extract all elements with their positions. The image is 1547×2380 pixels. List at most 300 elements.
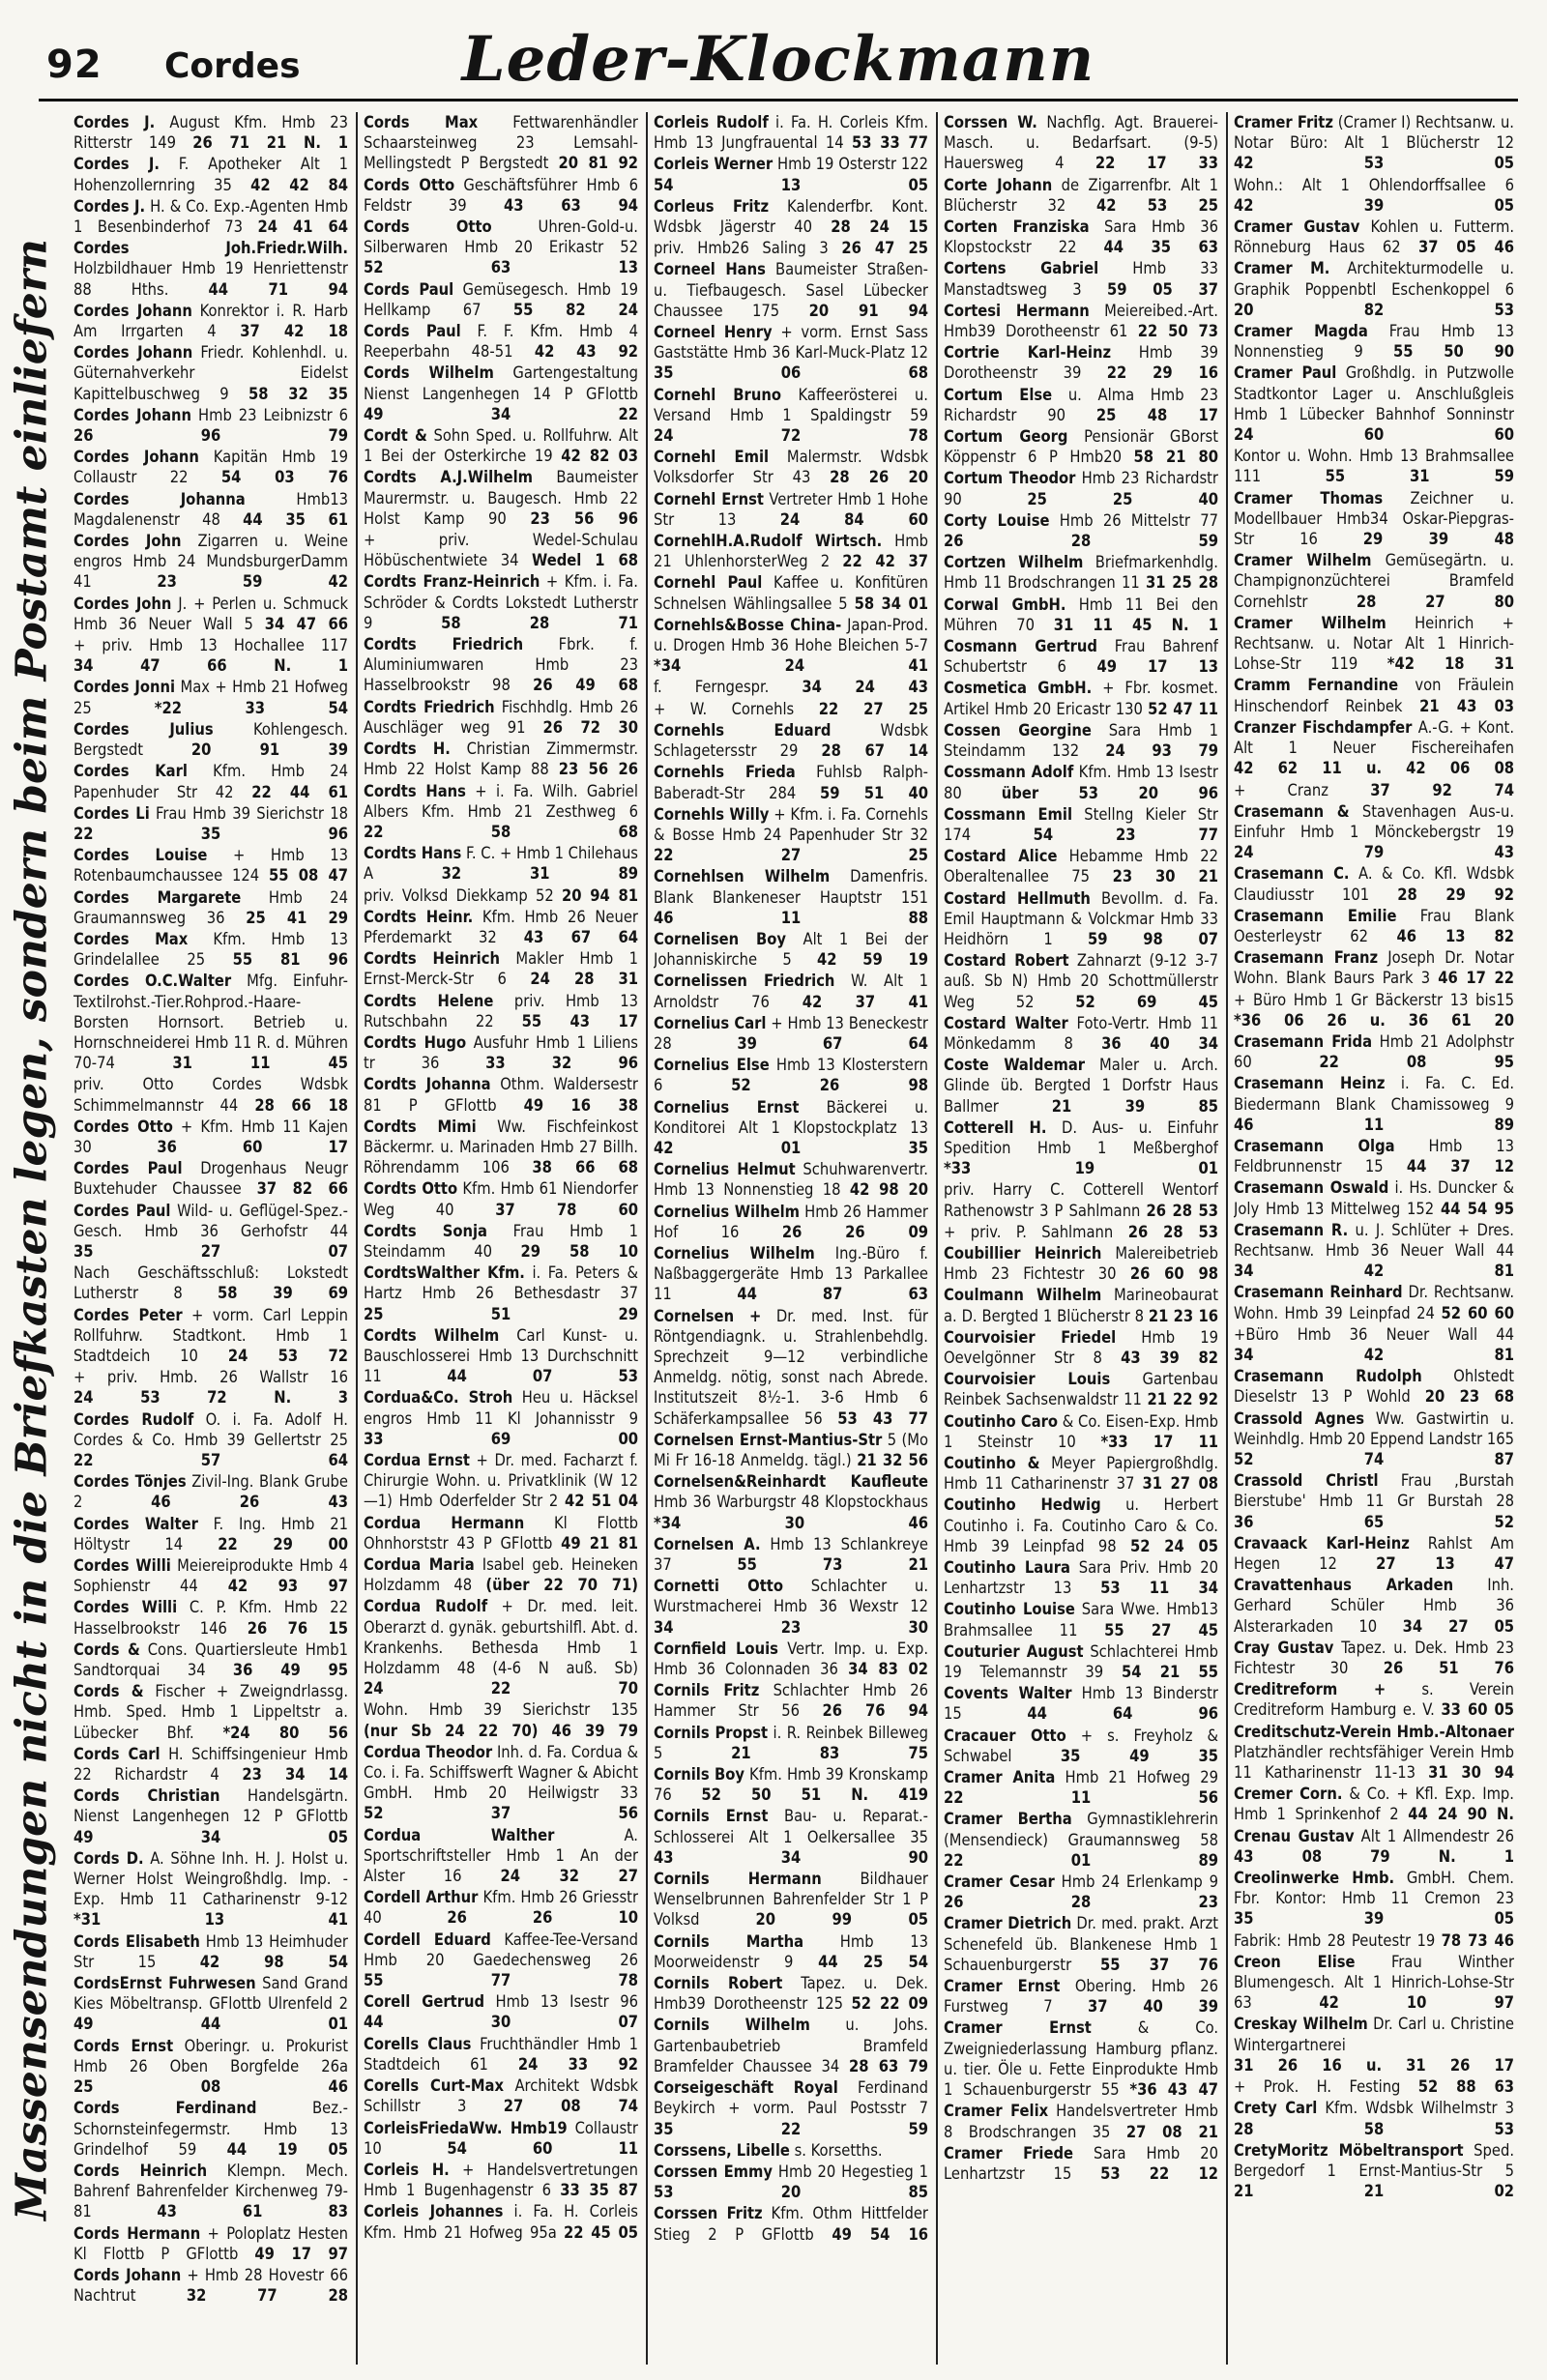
entry-details: Fischhdlg. Hmb 26 Auschläger weg 91 — [364, 697, 638, 737]
entry-phone: 26 76 94 — [822, 1701, 928, 1721]
entry-name: Coste Waldemar — [944, 1056, 1086, 1075]
entry-details: Fuhlsb Ralph-Baberadt-Str 284 — [654, 763, 928, 802]
entry-phone: 22 01 89 — [944, 1850, 1218, 1870]
entry-name: Cordes Otto — [73, 1117, 173, 1136]
entry-phone: 35 49 35 — [1060, 1746, 1218, 1765]
entry-phone: 35 27 07 — [73, 1241, 348, 1261]
entry-name: Cravaack Karl-Heinz — [1234, 1533, 1410, 1553]
entry-name: Cramer Cesar — [944, 1872, 1055, 1892]
directory-entry — [654, 1973, 928, 2014]
entry-name: Creditreform + — [1234, 1680, 1386, 1699]
directory-entry — [364, 907, 638, 947]
entry-name: Cramer Dietrich — [944, 1914, 1072, 1933]
entry-phone: 55 37 76 — [1099, 1955, 1218, 1974]
entry-phone: 22 17 33 — [1095, 154, 1218, 173]
entry-details: Klempn. Mech. Bahrenf Bahrenfelder Kirchenweg 79-81 — [73, 2161, 348, 2221]
entry-phone: 20 91 39 — [190, 740, 348, 760]
entry-phone: 49 17 97 — [254, 2244, 348, 2263]
entry-phone: 52 88 63 — [1417, 2077, 1514, 2097]
directory-entry — [73, 447, 348, 487]
directory-entry — [1234, 780, 1514, 800]
entry-details: Sped. Bergedorf 1 Ernst-Mantius-Str 5 — [1234, 2140, 1514, 2180]
directory-entry — [364, 1554, 638, 1595]
entry-details: Hmb 19 Oevelgönner Str 8 — [944, 1327, 1218, 1367]
entry-name: Cramer M. — [1234, 259, 1330, 278]
directory-entry — [944, 1369, 1218, 1409]
entry-name: Cordua Ernst — [364, 1451, 470, 1469]
entry-name: Cordes Willi — [73, 1598, 178, 1617]
entry-name: Cosmetica GmbH. — [944, 679, 1093, 698]
entry-phone: 44 35 63 — [1103, 238, 1218, 257]
entry-phone: 26 28 53 — [1146, 1201, 1218, 1220]
entry-name: Crassold Agnes — [1234, 1408, 1364, 1428]
entry-name: Cords Paul — [364, 322, 461, 341]
directory-entry — [364, 634, 638, 696]
directory-entry — [73, 2265, 348, 2306]
directory-entry — [73, 635, 348, 676]
entry-phone: 58 21 80 — [1133, 448, 1218, 467]
directory-entry — [73, 154, 348, 194]
directory-entry — [654, 615, 928, 677]
entry-phone: 37 40 39 — [1087, 1997, 1218, 2017]
entry-phone: *22 33 54 — [154, 698, 348, 717]
directory-entry — [654, 1430, 928, 1470]
directory-entry — [944, 1243, 1218, 1284]
entry-details: + Kfm. Hmb 11 Kajen 30 — [73, 1117, 348, 1156]
entry-details: A. Söhne Inh. H. J. Holst u. Werner Holst Weingroßhdlg. Imp. - Exp. Hmb 11 Catharinenstr 9-12 — [73, 1848, 348, 1909]
directory-entry — [654, 196, 928, 237]
directory-entry — [73, 803, 348, 844]
entry-details: Baumeister Maurermstr. u. Baugesch. Hmb 22 Holst Kamp 90 — [364, 468, 638, 528]
directory-entry — [364, 217, 638, 278]
entry-phone: 23 59 42 — [157, 572, 348, 592]
entry-details: Foto-Vertr. Hmb 11 Mönkedamm 8 — [944, 1013, 1218, 1053]
entry-phone: 32 31 89 — [441, 864, 638, 884]
entry-phone: 25 51 29 — [364, 1304, 638, 1323]
directory-entry — [73, 2223, 348, 2264]
entry-phone: 23 30 21 — [1112, 867, 1218, 886]
entry-name: Cornils Boy — [654, 1765, 745, 1785]
entry-phone: *36 06 26 u. 36 61 20 — [1234, 1010, 1514, 1030]
directory-entry — [73, 1305, 348, 1367]
entry-name: Crenau Gustav — [1234, 1826, 1355, 1845]
directory-entry — [364, 1513, 638, 1553]
entry-name: Cordes Li — [73, 803, 150, 823]
entry-details: Ing.-Büro f. Naßbaggergeräte Hmb 13 Parkallee 11 — [654, 1243, 928, 1304]
directory-entry — [364, 1699, 638, 1740]
directory-entry — [944, 258, 1218, 299]
entry-details: i. Fa. Peters & Hartz Hmb 26 Bethesdastr 37 — [364, 1263, 638, 1303]
directory-entry — [654, 677, 928, 697]
directory-entry — [1234, 550, 1514, 612]
entry-details: Othm. Waldersestr 81 P GFlottb — [364, 1075, 638, 1115]
entry-details: (Cramer I) Rechtsanw. u. Notar Büro: Alt 1 Blücherstr 12 — [1234, 113, 1514, 153]
entry-name: Cramer Friede — [944, 2143, 1074, 2162]
entry-name: Corleis Johannes — [364, 2202, 504, 2221]
entry-name: CornehlH.A.Rudolf Wirtsch. — [654, 532, 883, 551]
entry-phone: 44 35 61 — [243, 509, 348, 529]
directory-entry — [1234, 906, 1514, 946]
side-notice-text: Massensendungen nicht in die Briefkasten legen, sondern beim Postamt einliefern — [7, 239, 57, 2220]
entry-name: Corssens, Libelle — [654, 2140, 790, 2160]
entry-name: Cornehls Frieda — [654, 763, 796, 782]
entry-phone: 33 60 05 — [1441, 1700, 1514, 1720]
directory-entry — [1234, 1533, 1514, 1574]
entry-details: de Zigarrenfbr. Alt 1 Blücherstr 32 — [944, 175, 1218, 215]
entry-name: Cordes O.C.Walter — [73, 972, 232, 991]
entry-phone: 26 60 98 — [1129, 1264, 1218, 1284]
entry-phone: 43 61 83 — [157, 2202, 348, 2221]
entry-phone: 36 60 17 — [157, 1137, 348, 1156]
entry-phone: 36 40 34 — [1101, 1033, 1218, 1053]
entry-name: Crasemann Franz — [1234, 948, 1379, 968]
entry-name: Cordes Louise — [73, 846, 208, 865]
entry-details: Hmb 13 Schlankreye 37 — [654, 1534, 928, 1575]
entry-phone: 58 28 71 — [441, 613, 638, 632]
entry-phone: 22 27 25 — [654, 846, 928, 865]
entry-name: Cordua Walther — [364, 1825, 555, 1844]
entry-details: + Fbr. kosmet. Artikel Hmb 20 Ericastr 130 — [944, 679, 1218, 718]
entry-name: Cornehls&Bosse China- — [654, 615, 842, 634]
directory-entry — [944, 1117, 1218, 1179]
directory-entry — [73, 1931, 348, 1972]
entry-details: Fbrk. f. Aluminiumwaren Hmb 23 Hasselbrookstr 98 — [364, 635, 638, 695]
entry-name: Cramer Thomas — [1234, 488, 1384, 508]
directory-entry — [1234, 1638, 1514, 1678]
entry-details: + s. Freyholz & Schwabel — [944, 1726, 1218, 1765]
directory-entry — [654, 1097, 928, 1159]
entry-phone: 22 11 56 — [944, 1788, 1218, 1808]
entry-details: Hmb 21 UhlenhorsterWeg 2 — [654, 532, 928, 571]
entry-phone: 35 06 68 — [654, 363, 928, 383]
entry-details: Baumeister Straßen- u. Tiefbaugesch. Sasel Lübecker Chaussee 175 — [654, 260, 928, 320]
entry-details: Meiereiprodukte Hmb 4 Sophienstr 44 — [73, 1556, 348, 1596]
entry-phone: 49 54 16 — [832, 2224, 928, 2244]
entry-details: August Kfm. Hmb 23 Ritterstr 149 — [73, 113, 348, 153]
entry-phone: 27 13 47 — [1376, 1554, 1514, 1574]
entry-phone: 20 91 94 — [808, 301, 928, 320]
directory-entry — [364, 948, 638, 989]
entry-name: Cordua Rudolf — [364, 1597, 488, 1616]
directory-entry — [1234, 488, 1514, 550]
entry-phone: 28 67 14 — [821, 741, 928, 761]
directory-entry — [364, 571, 638, 633]
entry-phone: 21 39 85 — [1051, 1096, 1218, 1116]
entry-phone: 33 69 00 — [364, 1429, 638, 1448]
entry-details: Collaustr 10 — [364, 2118, 638, 2158]
entry-phone: 59 98 07 — [1088, 929, 1218, 948]
entry-phone: 55 81 96 — [232, 950, 348, 970]
entry-name: Cords Carl — [73, 1744, 161, 1763]
entry-name: Cordes Tönjes — [73, 1472, 187, 1492]
entry-phone: 49 34 05 — [73, 1827, 348, 1846]
entry-name: Crasemann C. — [1234, 864, 1350, 884]
entry-details: Hmb 13 Feldbrunnenstr 15 — [1234, 1136, 1514, 1176]
directory-entry — [364, 1991, 638, 2032]
entry-details: u. Herbert Coutinho i. Fa. Coutinho Caro & Co. Hmb 39 Leinpfad 98 — [944, 1495, 1218, 1555]
entry-details: + Hmb 28 Hovestr 66 Nachtrut — [73, 2265, 348, 2306]
entry-details: Gartenbau Reinbek Sachsenwaldstr 11 — [944, 1370, 1218, 1409]
entry-details: Handelsgärtn. Nienst Langenhegen 12 P GFlottb — [73, 1786, 348, 1826]
directory-entry — [364, 1325, 638, 1387]
entry-phone: 42 51 04 — [565, 1492, 638, 1511]
entry-phone: 34 47 66 — [264, 614, 348, 633]
entry-name: Corleis Rudolf — [654, 113, 769, 131]
entry-name: Crasemann Oswald — [1234, 1178, 1389, 1198]
entry-name: Cordts Hans — [364, 781, 466, 800]
entry-details: Briefmarkenhdlg. Hmb 11 Brodschrangen 11 — [944, 553, 1218, 593]
entry-details: Hmb 24 Erlenkamp 9 — [1054, 1872, 1218, 1892]
entry-name: Cordes Paul — [73, 1159, 183, 1178]
entry-phone: 22 29 16 — [1106, 363, 1218, 383]
entry-phone: 31 30 94 — [1428, 1763, 1514, 1783]
directory-entry — [654, 2015, 928, 2076]
entry-phone: 37 82 66 — [256, 1179, 348, 1199]
entry-details: Max + Hmb 21 Hofweg 25 — [73, 678, 348, 717]
directory-entry — [944, 1913, 1218, 1975]
entry-phone: 31 11 45 — [172, 1054, 348, 1073]
entry-name: Cordts Franz-Heinrich — [364, 572, 540, 592]
directory-entry — [654, 322, 928, 384]
directory-entry — [73, 1158, 348, 1199]
directory-entry — [944, 1767, 1218, 1808]
entry-name: Cordes Johanna — [73, 489, 246, 508]
entry-details: + Kfm. i. Fa. Cornehls & Bosse Hmb 24 Papenhuder Str 32 — [654, 804, 928, 844]
entry-phone: 20 99 05 — [755, 1910, 928, 1930]
entry-details: priv. Hmb26 Saling 3 — [654, 239, 829, 258]
entry-details: + Hmb 13 Rotenbaumchaussee 124 — [73, 846, 348, 885]
entry-details: Hmb 13 Isestr 96 — [484, 1992, 638, 2012]
entry-name: Costard Hellmuth — [944, 888, 1091, 908]
directory-entry — [1234, 675, 1514, 715]
entry-phone: 21 83 75 — [731, 1743, 928, 1762]
directory-entry — [364, 425, 638, 466]
entry-phone: 35 39 05 — [1234, 1909, 1514, 1929]
entry-details: Oberingr. u. Prokurist Hmb 26 Oben Borgfelde 26a — [73, 2036, 348, 2075]
directory-entry — [364, 1387, 638, 1449]
entry-name: Cords Max — [364, 113, 479, 131]
directory-entry — [73, 719, 348, 760]
entry-name: Cramer Anita — [944, 1768, 1056, 1787]
entry-phone: 28 24 15 — [831, 218, 928, 237]
entry-phone: *36 43 47 — [1129, 2080, 1218, 2100]
entry-phone: 54 60 11 — [447, 2138, 638, 2158]
column-divider — [1226, 112, 1228, 2365]
entry-name: Cortzen Wilhelm — [944, 553, 1084, 572]
entry-phone: 28 27 80 — [1356, 592, 1514, 611]
entry-details: Holzbildhauer Hmb 19 Henriettenstr 88 Hths. — [73, 259, 348, 299]
entry-name: Coutinho & — [944, 1454, 1040, 1472]
entry-name: Cordes Johann — [73, 343, 193, 363]
entry-phone: 21 21 02 — [1234, 2182, 1514, 2201]
entry-phone: *34 24 41 — [654, 656, 928, 676]
entry-details: Großhdlg. in Putzwolle Stadtkontor Lager u. Anschlußgleis Hmb 1 Lübecker Bahnhof Sonninstr — [1234, 363, 1514, 423]
entry-name: Couturier August — [944, 1641, 1084, 1661]
entry-phone: 52 24 05 — [1129, 1536, 1218, 1555]
directory-entry — [944, 1557, 1218, 1598]
entry-phone: Wedel 1 68 — [532, 551, 638, 570]
directory-entry — [654, 154, 928, 194]
directory-entry — [364, 1742, 638, 1824]
entry-details: Kfm. Hmb 13 Isestr 80 — [944, 763, 1218, 802]
directory-entry — [73, 845, 348, 885]
entry-details: i. Fa. H. Corleis Kfm. Hmb 13 Jungfrauental 14 — [654, 113, 928, 153]
directory-entry — [944, 1683, 1218, 1724]
entry-name: Cordes Rudolf — [73, 1409, 194, 1429]
directory-entry — [654, 1639, 928, 1679]
directory-entry — [654, 1055, 928, 1095]
entry-phone: 53 22 12 — [1100, 2163, 1218, 2183]
directory-entry — [1234, 1177, 1514, 1218]
entry-details: Hebamme Hmb 22 Oberaltenallee 75 — [944, 847, 1218, 886]
directory-entry — [944, 762, 1218, 802]
directory-entry — [944, 1453, 1218, 1494]
column-divider — [936, 112, 938, 2365]
entry-details: + i. Fa. Wilh. Gabriel Albers Kfm. Hmb 21 Zesthweg 6 — [364, 781, 638, 821]
entry-name: Creditschutz-Verein Hmb.-Altonaer — [1234, 1722, 1514, 1741]
directory-entry — [1234, 1470, 1514, 1532]
entry-details: Schuhwarenvertr. Hmb 13 Nonnenstieg 18 — [654, 1160, 928, 1200]
entry-name: Cossmann Emil — [944, 804, 1073, 824]
entry-details: + Dr. med. leit. Oberarzt d. gynäk. geburtshilfl. Abt. d. Krankenhs. Bethesda Hmb 1 Holzdamm 48 (4-6 N auß. Sb) — [364, 1597, 638, 1678]
directory-column-4 — [944, 112, 1218, 2365]
entry-details: Gemüsegesch. Hmb 19 Hellkamp 67 — [364, 279, 638, 319]
directory-entry — [73, 1973, 348, 2035]
entry-details: Hmb 13 Klosterstern 6 — [654, 1056, 928, 1095]
entry-details: Kfm. Othm Hittfelder Stieg 2 P GFlottb — [654, 2204, 928, 2244]
entry-phone: 20 81 92 — [558, 154, 638, 173]
entry-details: F. F. Kfm. Hmb 4 Reeperbahn 48-51 — [364, 322, 638, 362]
entry-details: + W. Cornehls — [654, 699, 795, 718]
entry-details: + priv. Hmb 13 Hochallee 117 — [73, 636, 348, 655]
entry-phone: 22 50 73 — [1137, 322, 1218, 341]
entry-phone: 59 05 37 — [1106, 279, 1218, 299]
entry-phone: 44 19 05 — [226, 2139, 348, 2159]
entry-phone: 42 82 03 — [561, 447, 638, 466]
directory-entry — [364, 2034, 638, 2075]
entry-phone: *33 19 01 — [944, 1159, 1218, 1178]
entry-details: Fischer + Zweigndrlassg. Hmb. Sped. Hmb 1 Lippeltstr a. Lübecker Bhf. — [73, 1682, 348, 1742]
entry-details: Heinrich + Rechtsanw. u. Notar Alt 1 Hinrich-Lohse-Str 119 — [1234, 613, 1514, 674]
entry-name: CordsErnst Fuhrwesen — [73, 1974, 256, 1993]
entry-name: Cordes J. — [73, 155, 160, 174]
directory-entry — [364, 885, 638, 906]
entry-phone: 53 33 77 — [851, 133, 928, 153]
entry-details: f. Ferngespr. — [654, 678, 770, 697]
directory-entry — [944, 1055, 1218, 1117]
entry-name: Coutinho Laura — [944, 1558, 1070, 1578]
directory-entry — [944, 950, 1218, 1012]
entry-phone: 20 23 68 — [1424, 1387, 1514, 1407]
entry-name: Cordes Jonni — [73, 678, 176, 697]
directory-entry — [944, 1872, 1218, 1912]
entry-name: Courvoisier Friedel — [944, 1327, 1117, 1347]
entry-phone: 26 26 10 — [447, 1908, 638, 1928]
directory-entry — [654, 1764, 928, 1805]
entry-phone: 28 66 18 — [254, 1095, 348, 1115]
entry-details: Hmb 13 Heimhuder Str 15 — [73, 1931, 348, 1971]
entry-details: Bäckerei u. Konditorei Alt 1 Klopstockplatz 13 — [654, 1097, 928, 1137]
directory-entry — [1234, 863, 1514, 904]
entry-details: Hmb 26 Hammer Hof 16 — [654, 1202, 928, 1241]
entry-name: Cornils Robert — [654, 1974, 783, 1993]
directory-entry — [1234, 1073, 1514, 1135]
entry-name: Cords & — [73, 1682, 144, 1701]
entry-phone: 26 47 25 — [841, 239, 928, 258]
entry-phone: 25 08 46 — [73, 2077, 348, 2097]
directory-entry — [1234, 1930, 1514, 1951]
entry-details: Kaffee u. Konfitüren Schnelsen Wählingsallee 5 — [654, 573, 928, 613]
entry-phone: 52 37 56 — [364, 1804, 638, 1823]
entry-details: Kaffeerösterei u. Versand Hmb 1 Spaldingstr 59 — [654, 385, 928, 424]
entry-phone: 22 08 95 — [1319, 1053, 1514, 1072]
entry-details: Kfm. Hmb 26 Griesstr 40 — [364, 1888, 638, 1928]
directory-entry — [73, 1409, 348, 1471]
entry-details: Bau- u. Reparat.-Schlosserei Alt 1 Oelkersallee 35 — [654, 1807, 928, 1846]
entry-phone: 44 37 12 — [1406, 1157, 1514, 1176]
entry-name: Cornelissen Friedrich — [654, 972, 835, 991]
entry-phone: 32 77 28 — [186, 2286, 348, 2306]
directory-entry — [654, 1680, 928, 1721]
directory-entry — [944, 1495, 1218, 1556]
entry-details: Marineobaurat a. D. Bergted 1 Blücherstr 8 — [944, 1286, 1218, 1325]
directory-entry — [364, 1930, 638, 1991]
directory-entry — [944, 636, 1218, 677]
entry-details: Damenfris. Blank Blankeneser Hauptstr 151 — [654, 867, 928, 907]
entry-phone: 24 28 31 — [530, 970, 638, 989]
entry-phone: 24 79 43 — [1234, 843, 1514, 862]
entry-phone: 20 94 81 — [562, 885, 638, 905]
directory-entry — [73, 112, 348, 153]
entry-phone: 24 60 60 — [1234, 425, 1514, 445]
entry-phone: 21 22 92 — [1147, 1390, 1218, 1409]
directory-entry — [364, 530, 638, 570]
directory-entry — [364, 175, 638, 216]
entry-phone: 49 21 81 — [561, 1533, 638, 1553]
directory-entry — [944, 217, 1218, 257]
entry-details: F. Ing. Hmb 21 Höltystr 14 — [73, 1514, 348, 1553]
entry-details: Uhren-Gold-u. Silberwaren Hmb 20 Erikastr 52 — [364, 218, 638, 257]
entry-details: Stellng Kieler Str 174 — [944, 804, 1218, 844]
directory-entry — [1234, 2140, 1514, 2202]
entry-name: Cordes John — [73, 532, 182, 551]
entry-name: Cordts Helene — [364, 991, 494, 1010]
directory-entry — [654, 1159, 928, 1200]
entry-name: Cordes J. — [73, 196, 146, 216]
entry-phone: 55 31 59 — [1325, 467, 1514, 486]
directory-entry — [364, 843, 638, 884]
directory-entry — [654, 385, 928, 447]
entry-details: & Co. + Kfl. Exp. Imp. Hmb 1 Sprinkenhof 2 — [1234, 1785, 1514, 1824]
entry-phone: 42 37 41 — [802, 992, 928, 1011]
entry-name: Crety Carl — [1234, 2099, 1318, 2118]
entry-details: Wdsbk Schlagetersstr 29 — [654, 720, 928, 761]
directory-entry — [364, 321, 638, 362]
entry-phone: 53 20 85 — [654, 2183, 928, 2202]
entry-name: Cornils Fritz — [654, 1681, 760, 1700]
entry-phone: 28 26 20 — [830, 468, 928, 487]
directory-entry — [654, 1243, 928, 1305]
entry-phone: 55 43 17 — [521, 1011, 638, 1030]
directory-entry — [364, 1074, 638, 1115]
directory-entry — [944, 595, 1218, 635]
entry-phone: 20 82 53 — [1234, 300, 1514, 319]
advertisement-banner: Leder-Klockmann — [461, 23, 1095, 96]
entry-details: Kfm. Hmb 24 Papenhuder Str 42 — [73, 762, 348, 801]
entry-phone: 26 96 79 — [73, 426, 348, 446]
directory-entry — [73, 2098, 348, 2160]
entry-name: Cordua&Co. Stroh — [364, 1388, 513, 1408]
